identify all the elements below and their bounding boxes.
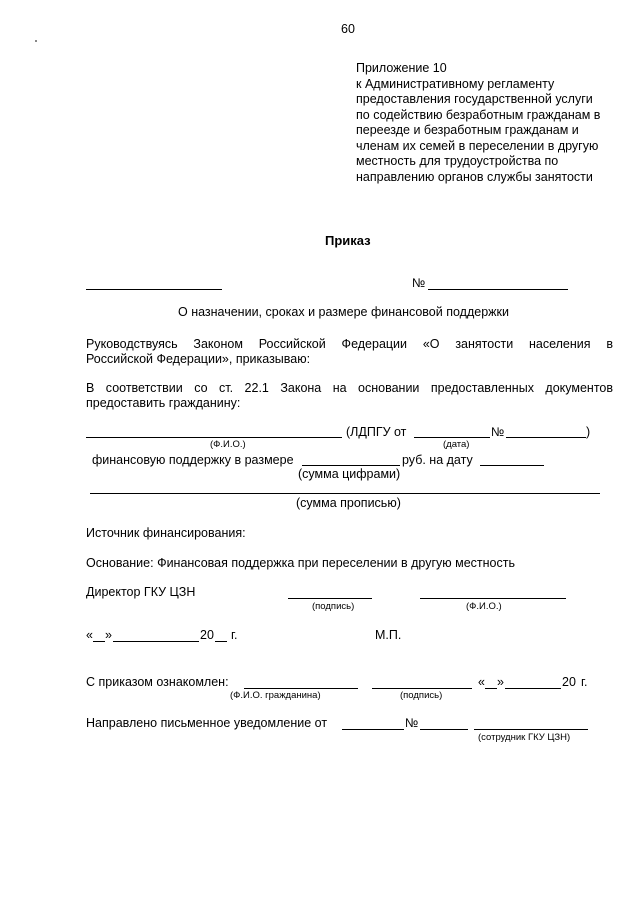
acquainted-signature-line xyxy=(372,688,472,689)
acquainted-label: С приказом ознакомлен: xyxy=(86,675,229,689)
date-day-line xyxy=(93,641,105,642)
appendix-line: переезде и безработным гражданам и xyxy=(356,123,579,137)
date-year: 20 xyxy=(200,628,214,642)
notice-employee-line xyxy=(474,729,588,730)
acquainted-signature-caption: (подпись) xyxy=(400,690,443,701)
director-signature-line xyxy=(288,598,372,599)
fio-line xyxy=(86,437,342,438)
appendix-line: направлению органов службы занятости xyxy=(356,169,593,184)
seal-place: М.П. xyxy=(375,628,402,642)
amount-words-line xyxy=(90,493,600,494)
amount-digits-line xyxy=(302,465,400,466)
ldpgu-date-line xyxy=(414,437,490,438)
director-label: Директор ГКУ ЦЗН xyxy=(86,585,196,599)
acquainted-month-line xyxy=(505,688,561,689)
notice-employee-caption: (сотрудник ГКУ ЦЗН) xyxy=(478,732,571,743)
paragraph-1 xyxy=(86,337,613,367)
amount-words-caption: (сумма прописью) xyxy=(296,496,401,510)
acquainted-fio-caption: (Ф.И.О. гражданина) xyxy=(230,690,321,701)
amount-rub-label: руб. на дату xyxy=(402,453,473,467)
order-subject: О назначении, сроках и размере финансовой поддержки xyxy=(178,305,509,319)
appendix-line: местность для трудоустройства по xyxy=(356,154,559,168)
paragraph-2 xyxy=(86,381,613,411)
paragraph-1-line-2: Российской Федерации», приказываю: xyxy=(86,352,311,366)
director-signature-caption: (подпись) xyxy=(312,601,355,612)
appendix-line: предоставления государственной услуги xyxy=(356,92,593,106)
date-close-quote: » xyxy=(105,628,112,642)
acquainted-close-quote: » xyxy=(497,675,504,689)
amount-date-line xyxy=(480,465,544,466)
notice-label: Направлено письменное уведомление от xyxy=(86,716,328,730)
date-g: г. xyxy=(231,628,238,642)
acquainted-g: г. xyxy=(581,675,588,689)
notice-date-line xyxy=(342,729,404,730)
notice-number-line xyxy=(420,729,468,730)
scan-speck xyxy=(35,40,37,42)
date-open-quote: « xyxy=(86,628,93,642)
appendix-title: Приложение 10 xyxy=(356,61,447,75)
ldpgu-number-sign: № xyxy=(491,425,505,439)
date-caption: (дата) xyxy=(443,439,470,450)
ldpgu-close: ) xyxy=(586,425,591,439)
notice-number-sign: № xyxy=(405,716,419,730)
acquainted-open-quote: « xyxy=(478,675,485,689)
ldpgu-label: (ЛДПГУ от xyxy=(346,425,407,439)
appendix-block xyxy=(356,61,616,185)
date-month-line xyxy=(113,641,199,642)
date-year-line xyxy=(215,641,227,642)
document-heading: Приказ xyxy=(325,233,371,248)
order-number-sign: № xyxy=(412,276,426,290)
paragraph-1-line-1: Руководствуясь Законом Российской Федерации «О занятости населения в xyxy=(86,337,613,351)
amount-label: финансовую поддержку в размере xyxy=(92,453,294,467)
appendix-line: к Административному регламенту xyxy=(356,76,555,91)
acquainted-year: 20 xyxy=(562,675,576,689)
director-fio-caption: (Ф.И.О.) xyxy=(466,601,502,612)
order-number-line xyxy=(428,289,568,290)
funding-source: Источник финансирования: xyxy=(86,526,246,540)
acquainted-fio-line xyxy=(244,688,358,689)
page-number: 60 xyxy=(341,22,355,36)
appendix-line: по содействию безработным гражданам в xyxy=(356,107,601,122)
appendix-line: членам их семей в переселении в другую xyxy=(356,138,599,153)
paragraph-2-line-1: В соответствии со ст. 22.1 Закона на основании предоставленных документов xyxy=(86,381,613,395)
order-date-line xyxy=(86,289,222,290)
acquainted-day-line xyxy=(485,688,497,689)
amount-digits-caption: (сумма цифрами) xyxy=(298,467,401,481)
paragraph-2-line-2: предоставить гражданину: xyxy=(86,396,241,410)
ldpgu-number-line xyxy=(506,437,586,438)
basis: Основание: Финансовая поддержка при переселении в другую местность xyxy=(86,556,515,570)
director-fio-line xyxy=(420,598,566,599)
fio-caption: (Ф.И.О.) xyxy=(210,439,246,450)
